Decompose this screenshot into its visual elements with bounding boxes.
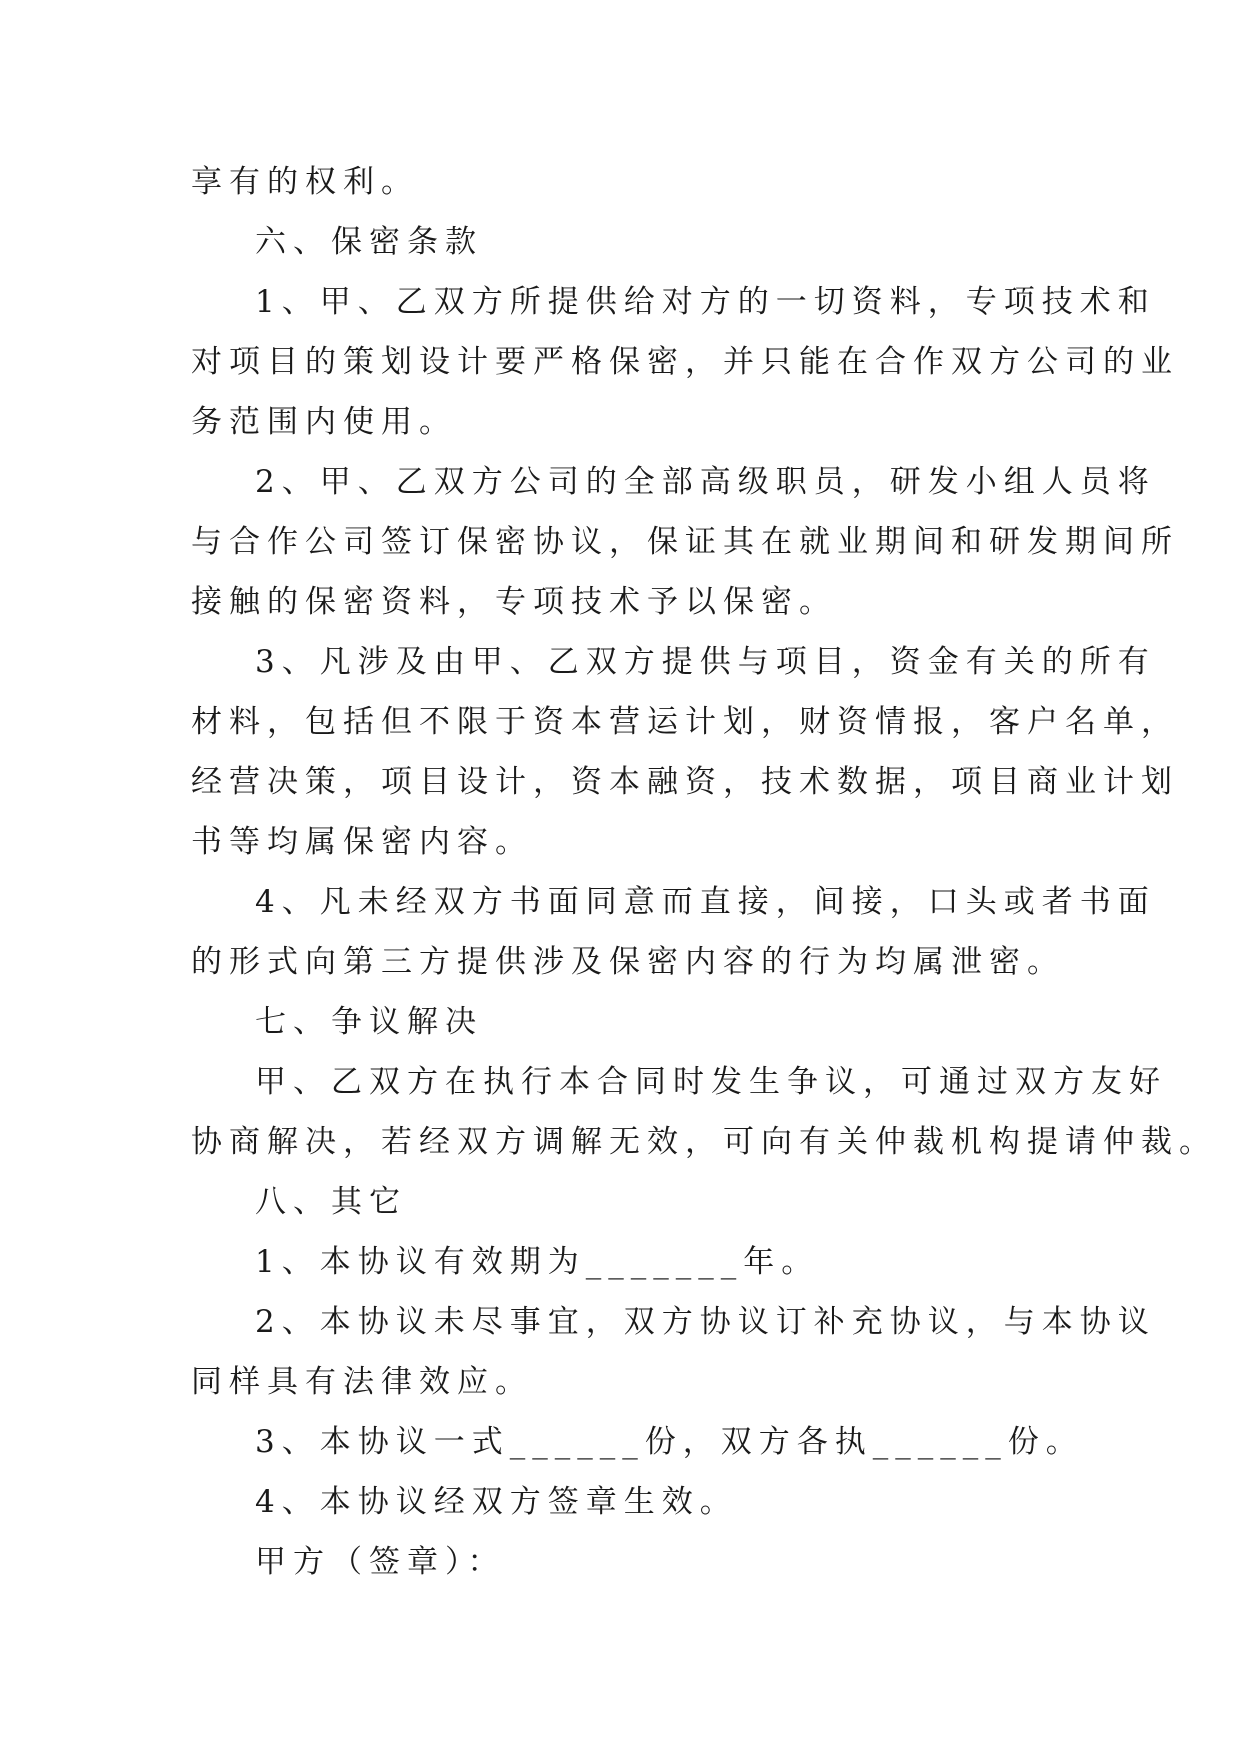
paragraph-line: 3、本协议一式______份，双方各执______份。 — [255, 1424, 1084, 1460]
paragraph-line: 材料，包括但不限于资本营运计划，财资情报，客户名单， — [191, 704, 1179, 740]
section-heading-confidentiality: 六、保密条款 — [255, 224, 483, 260]
signature-label-party-a: 甲方（签章）： — [255, 1544, 506, 1580]
document-page — [191, 152, 1217, 1592]
section-heading-other: 八、其它 — [255, 1184, 407, 1220]
paragraph-line: 2、甲、乙双方公司的全部高级职员，研发小组人员将 — [255, 464, 1156, 500]
paragraph-line: 4、本协议经双方签章生效。 — [255, 1484, 738, 1520]
paragraph-line: 书等均属保密内容。 — [191, 824, 533, 860]
paragraph-line: 经营决策，项目设计，资本融资，技术数据，项目商业计划 — [191, 764, 1179, 800]
section-heading-dispute: 七、争议解决 — [255, 1004, 483, 1040]
paragraph-line: 1、甲、乙双方所提供给对方的一切资料，专项技术和 — [255, 284, 1156, 320]
paragraph-line: 2、本协议未尽事宜，双方协议订补充协议，与本协议 — [255, 1304, 1156, 1340]
paragraph-line: 4、凡未经双方书面同意而直接，间接，口头或者书面 — [255, 884, 1156, 920]
paragraph-line: 3、凡涉及由甲、乙双方提供与项目，资金有关的所有 — [255, 644, 1156, 680]
paragraph-line: 的形式向第三方提供涉及保密内容的行为均属泄密。 — [191, 944, 1065, 980]
paragraph-line: 协商解决，若经双方调解无效，可向有关仲裁机构提请仲裁。 — [191, 1124, 1217, 1160]
paragraph-line: 接触的保密资料，专项技术予以保密。 — [191, 584, 837, 620]
paragraph-line: 甲、乙双方在执行本合同时发生争议，可通过双方友好 — [255, 1064, 1167, 1100]
paragraph-line: 同样具有法律效应。 — [191, 1364, 533, 1400]
paragraph-line: 与合作公司签订保密协议，保证其在就业期间和研发期间所 — [191, 524, 1179, 560]
paragraph-line: 务范围内使用。 — [191, 404, 457, 440]
paragraph-line: 对项目的策划设计要严格保密，并只能在合作双方公司的业 — [191, 344, 1179, 380]
paragraph-line: 1、本协议有效期为_______年。 — [255, 1244, 820, 1280]
paragraph-line: 享有的权利。 — [191, 164, 419, 200]
